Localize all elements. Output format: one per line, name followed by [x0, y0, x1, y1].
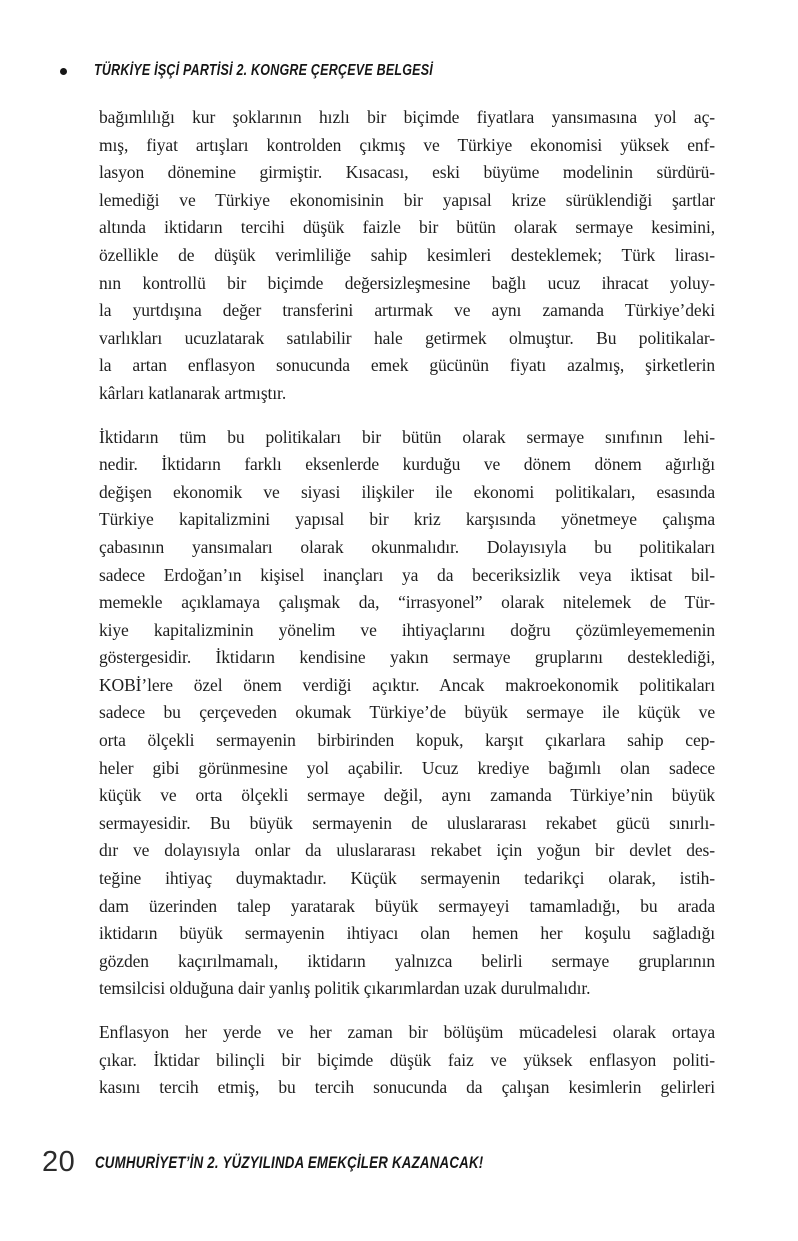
body-line: lasyon dönemine girmiştir. Kısacası, eski büyüme modelinin sürdürü- [99, 162, 715, 183]
running-header [60, 62, 529, 80]
body-line: iktidarın büyük sermayenin ihtiyacı olan hemen her koşulu sağladığı [99, 923, 715, 944]
paragraph [99, 424, 715, 1003]
body-line: altında iktidarın tercihi düşük faizle bir bütün olarak sermaye kesimini, [99, 217, 715, 238]
body-line: çıkar. İktidar bilinçli bir biçimde düşük faiz ve yüksek enflasyon politi- [99, 1049, 715, 1070]
paragraph [99, 104, 715, 408]
body-line: dır ve dolayısıyla onlar da uluslararası rekabet için yoğun bir devlet des- [99, 840, 715, 861]
body-line: lemediği ve Türkiye ekonomisinin bir yapısal krize sürüklendiği şartlar [99, 189, 715, 210]
body-line: heler gibi görünmesine yol açabilir. Ucuz krediye bağımlı olan sadece [99, 757, 715, 778]
body-line: varlıkları ucuzlatarak satılabilir hale getirmek olmuştur. Bu politikalar- [99, 327, 715, 348]
body-line: kiye kapitalizminin yönelim ve ihtiyaçlarını doğru çözümleyememenin [99, 619, 715, 640]
body-line: Türkiye kapitalizmini yapısal bir kriz karşısında yönetmeye çalışma [99, 509, 715, 530]
paragraph [99, 1019, 715, 1102]
body-line: özellikle de düşük verimliliğe sahip kesimleri desteklemek; Türk lirası- [99, 244, 715, 265]
footer-slogan: CUMHURİYET’İN 2. YÜZYILINDA EMEKÇİLER KAZANACAK! [95, 1152, 484, 1172]
body-line: çabasının yansımaları olarak okunmalıdır. Dolayısıyla bu politikaları [99, 536, 715, 557]
body-line: dam üzerinden talep yaratarak büyük sermayeyi tamamladığı, bu arada [99, 895, 715, 916]
body-line: memekle açıklamaya çalışmak da, “irrasyonel” olarak nitelemek de Tür- [99, 592, 715, 613]
body-line: kasını tercih etmiş, bu tercih sonucunda da çalışan kesimlerin gelirleri [99, 1077, 715, 1098]
body-line: nın kontrollü bir biçimde değersizleşmesine bağlı ucuz ihracat yoluy- [99, 272, 715, 293]
body-line: teğine ihtiyaç duymaktadır. Küçük sermayenin tedarikçi olarak, istih- [99, 868, 715, 889]
page-footer [42, 1148, 593, 1177]
body-line: mış, fiyat artışları kontrolden çıkmış ve Türkiye ekonomisi yüksek enf- [99, 134, 715, 155]
body-line: temsilcisi olduğuna dair yanlış politik çıkarımlardan uzak durulmalıdır. [99, 978, 591, 999]
body-line: gözden kaçırılmamalı, iktidarın yalnızca belirli sermaye gruplarının [99, 950, 715, 971]
body-line: la yurtdışına değer transferini artırmak ve aynı zamanda Türkiye’deki [99, 300, 715, 321]
body-line: İktidarın tüm bu politikaları bir bütün olarak sermaye sınıfının lehi- [99, 426, 715, 447]
body-line: sermayesidir. Bu büyük sermayenin de uluslararası rekabet gücü sınırlı- [99, 812, 715, 833]
page-number: 20 [42, 1146, 76, 1178]
running-header-title: TÜRKİYE İŞÇİ PARTİSİ 2. KONGRE ÇERÇEVE BELGESİ [94, 62, 434, 79]
body-text [99, 104, 715, 1102]
body-line: kârları katlanarak artmıştır. [99, 382, 287, 403]
body-line: küçük ve orta ölçekli sermaye değil, aynı zamanda Türkiye’nin büyük [99, 785, 715, 806]
body-line: değişen ekonomik ve siyasi ilişkiler ile ekonomi politikaları, esasında [99, 481, 715, 502]
body-line: la artan enflasyon sonucunda emek gücünün fiyatı azalmış, şirketlerin [99, 355, 715, 376]
header-bullet-icon [60, 68, 67, 75]
body-line: göstergesidir. İktidarın kendisine yakın sermaye gruplarını desteklediği, [99, 647, 715, 668]
body-line: Enflasyon her yerde ve her zaman bir bölüşüm mücadelesi olarak ortaya [99, 1022, 715, 1042]
body-line: nedir. İktidarın farklı eksenlerde kurduğu ve dönem dönem ağırlığı [99, 454, 715, 475]
body-line: sadece Erdoğan’ın kişisel inançları ya da beceriksizlik veya iktisat bil- [99, 564, 715, 585]
body-line: bağımlılığı kur şoklarının hızlı bir biçimde fiyatlara yansımasına yol aç- [99, 107, 715, 127]
body-line: sadece bu çerçeveden okumak Türkiye’de büyük sermaye ile küçük ve [99, 702, 715, 723]
body-line: orta ölçekli sermayenin birbirinden kopuk, karşıt çıkarlara sahip cep- [99, 730, 715, 751]
body-line: KOBİ’lere özel önem verdiği açıktır. Ancak makroekonomik politikaları [99, 674, 715, 695]
